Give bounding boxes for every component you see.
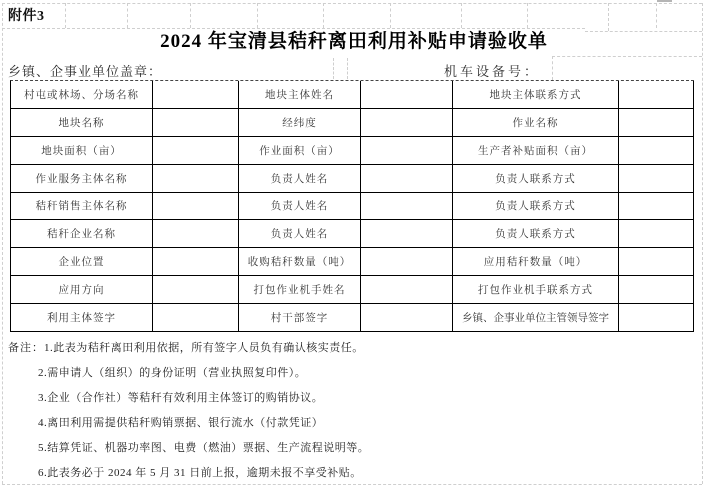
gridline: [190, 3, 191, 28]
form-value-cell: [619, 193, 694, 221]
attachment-label: 附件3: [8, 9, 45, 24]
note-line: 2.需申请人（组织）的身份证明（营业执照复印件）。: [38, 367, 307, 379]
form-value-cell: [619, 304, 694, 332]
form-value-cell: [361, 137, 453, 165]
form-table: [10, 80, 694, 332]
note-line: 5.结算凭证、机器功率图、电费（燃油）票据、生产流程说明等。: [38, 442, 370, 454]
notes-block: [8, 336, 369, 486]
form-label-cell: 村干部签字: [239, 304, 361, 332]
note-line: 4.离田利用需提供秸秆购销票据、银行流水（付款凭证）: [38, 417, 324, 429]
gridline: [347, 58, 348, 79]
form-value-cell: [153, 109, 239, 137]
form-label-cell: 负责人姓名: [239, 193, 361, 221]
form-label-cell: 打包作业机手联系方式: [453, 276, 619, 304]
form-value-cell: [361, 304, 453, 332]
form-label-cell: 地块主体联系方式: [453, 81, 619, 109]
note-text: 1.此表为秸秆离田利用依据，所有签字人员负有确认核实责任。: [44, 342, 364, 354]
gridline: [323, 3, 324, 28]
stamp-label: 乡镇、企事业单位盖章：: [8, 64, 163, 79]
form-value-cell: [153, 304, 239, 332]
form-label-cell: 收购秸秆数量（吨）: [239, 248, 361, 276]
form-value-cell: [153, 81, 239, 109]
form-label-cell: 乡镇、企事业单位主管领导签字: [453, 304, 619, 332]
form-value-cell: [619, 248, 694, 276]
gridline: [552, 56, 553, 80]
form-label-cell: 负责人姓名: [239, 165, 361, 193]
form-value-cell: [361, 109, 453, 137]
note-line: [8, 336, 369, 361]
form-label-cell: 利用主体签字: [11, 304, 153, 332]
form-label-cell: 负责人联系方式: [453, 165, 619, 193]
gridline: [65, 3, 66, 28]
gridline: [2, 3, 702, 4]
form-title: 2024 年宝清县秸秆离田利用补贴申请验收单: [160, 31, 548, 52]
form-label-cell: 秸秆企业名称: [11, 220, 153, 248]
notes-prefix: 备注：: [8, 342, 44, 354]
gridline: [333, 58, 334, 79]
equipment-number-label: 机车设备号：: [444, 64, 541, 79]
gridline: [656, 3, 657, 28]
form-value-cell: [361, 276, 453, 304]
form-value-cell: [153, 220, 239, 248]
form-value-cell: [153, 248, 239, 276]
form-label-cell: 经纬度: [239, 109, 361, 137]
form-label-cell: 生产者补贴面积（亩）: [453, 137, 619, 165]
form-label-cell: 应用秸秆数量（吨）: [453, 248, 619, 276]
form-value-cell: [619, 276, 694, 304]
form-value-cell: [619, 165, 694, 193]
form-value-cell: [153, 137, 239, 165]
gridline: [390, 3, 391, 28]
note-line: 3.企业（合作社）等秸秆有效利用主体签订的购销协议。: [38, 392, 324, 404]
form-label-cell: 负责人联系方式: [453, 193, 619, 221]
form-label-cell: 秸秆销售主体名称: [11, 193, 153, 221]
form-value-cell: [619, 220, 694, 248]
note-line: 6.此表务必于 2024 年 5 月 31 日前上报，逾期未报不享受补贴。: [38, 467, 362, 479]
form-value-cell: [619, 81, 694, 109]
gridline: [702, 3, 703, 484]
form-label-cell: 应用方向: [11, 276, 153, 304]
form-label-cell: 企业位置: [11, 248, 153, 276]
form-value-cell: [361, 220, 453, 248]
gridline: [257, 3, 258, 28]
form-value-cell: [361, 248, 453, 276]
form-label-cell: 地块面积（亩）: [11, 137, 153, 165]
gridline: [127, 3, 128, 28]
form-label-cell: 打包作业机手姓名: [239, 276, 361, 304]
form-label-cell: 地块名称: [11, 109, 153, 137]
form-label-cell: 作业服务主体名称: [11, 165, 153, 193]
form-value-cell: [153, 193, 239, 221]
form-label-cell: 负责人联系方式: [453, 220, 619, 248]
screen-artifact: [657, 0, 672, 2]
gridline: [527, 3, 528, 28]
form-value-cell: [361, 165, 453, 193]
gridline: [2, 3, 3, 484]
form-value-cell: [153, 165, 239, 193]
gridline: [608, 3, 609, 31]
form-label-cell: 地块主体姓名: [239, 81, 361, 109]
form-label-cell: 村屯或林场、分场名称: [11, 81, 153, 109]
form-value-cell: [361, 81, 453, 109]
form-label-cell: 作业面积（亩）: [239, 137, 361, 165]
form-value-cell: [619, 137, 694, 165]
form-value-cell: [153, 276, 239, 304]
form-label-cell: 负责人姓名: [239, 220, 361, 248]
gridline: [461, 3, 462, 28]
form-value-cell: [619, 109, 694, 137]
form-value-cell: [361, 193, 453, 221]
gridline: [552, 56, 702, 57]
form-label-cell: 作业名称: [453, 109, 619, 137]
